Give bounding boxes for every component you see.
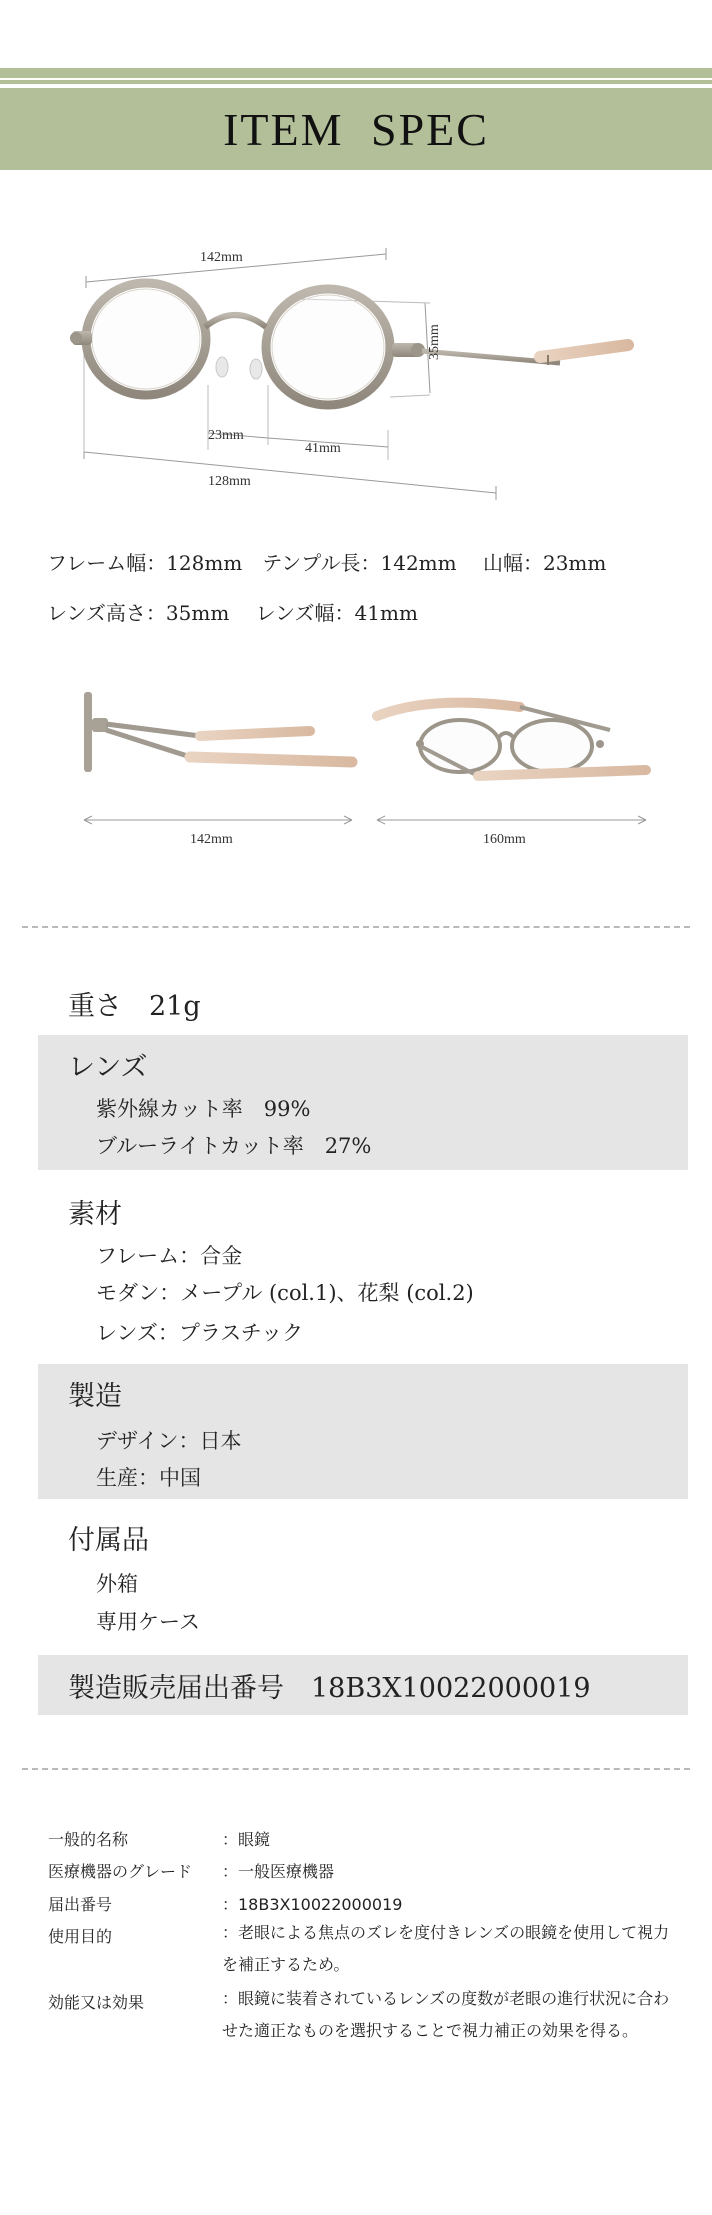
header-band-top-stripe [0,68,712,78]
legal-label-device-grade: 医療機器のグレード [48,1862,193,1881]
lens-heading: レンズ [68,1052,148,1083]
legal-label-general-name: 一般的名称 [48,1830,129,1849]
lens-uv-cut: 紫外線カット率 99% [96,1097,311,1121]
bridge-width-label: 23mm [208,428,244,443]
spec-line-2: レンズ高さ：35mm レンズ幅：41mm [47,601,418,625]
open-width-label: 160mm [483,832,526,847]
material-temple: モダン：メープル (col.1)、花梨 (col.2) [96,1281,474,1305]
legal-value-notification-number: ：18B3X10022000019 [222,1895,403,1914]
material-lens: レンズ：プラスチック [96,1321,304,1345]
legal-value-device-grade: ：一般医療機器 [222,1862,335,1881]
lens-width-label: 41mm [305,441,341,456]
legal-label-efficacy: 効能又は効果 [48,1993,145,2012]
spec-line-1: フレーム幅：128mm テンプル長：142mm 山幅：23mm [47,551,607,575]
section-divider-top [22,926,690,928]
accessory-outer-box: 外箱 [96,1572,138,1596]
lens-height-label: 35mm [427,324,442,360]
legal-value-general-name: ：眼鏡 [222,1830,271,1849]
side-glasses-diagram [0,680,712,860]
accessories-heading: 付属品 [68,1525,149,1556]
manufacture-production: 生産：中国 [96,1466,201,1490]
lens-blue-light-cut: ブルーライトカット率 27% [96,1134,372,1158]
header-band-thin-stripe [0,80,712,84]
legal-label-purpose: 使用目的 [48,1927,113,1946]
frame-width-label: 128mm [208,474,251,489]
legal-value-efficacy: ：眼鏡に装着されているレンズの度数が老眼の進行状況に合わせた適正なものを選択することで視力補正の効果を得る。 [222,1989,670,2040]
registration-number: 製造販売届出番号 18B3X10022000019 [68,1673,591,1704]
material-frame: フレーム：合金 [96,1244,243,1268]
folded-length-label: 142mm [190,832,233,847]
manufacture-design: デザイン：日本 [96,1429,242,1453]
page-title: ITEM SPEC [223,103,489,155]
temple-length-label: 142mm [200,250,243,265]
legal-label-notification-number: 届出番号 [48,1895,113,1914]
weight-text: 重さ 21g [68,991,201,1022]
manufacture-heading: 製造 [68,1381,122,1412]
section-divider-bottom [22,1768,690,1770]
front-glasses-diagram [0,235,712,510]
material-heading: 素材 [68,1199,122,1230]
legal-value-purpose: ：老眼による焦点のズレを度付きレンズの眼鏡を使用して視力を補正するため。 [222,1923,670,1974]
accessory-case: 専用ケース [96,1610,200,1634]
